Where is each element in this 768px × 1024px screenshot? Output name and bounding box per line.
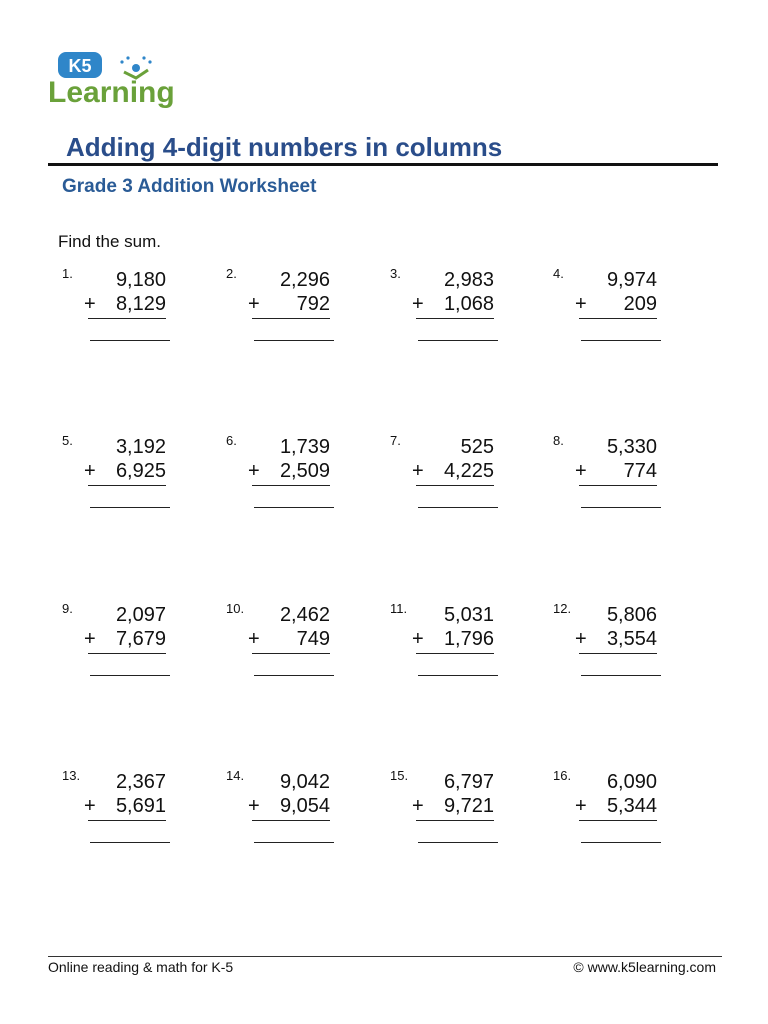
sum-rule (252, 820, 330, 821)
instruction-text: Find the sum. (58, 232, 161, 251)
answer-line (254, 842, 334, 843)
sum-rule (88, 653, 166, 654)
bottom-addend: 9,054 (279, 795, 330, 817)
bottom-addend: 7,679 (115, 628, 166, 650)
plus-sign: + (412, 628, 424, 650)
addition-problem (390, 601, 540, 711)
problem-number: 3. (390, 266, 401, 281)
addition-problem (390, 768, 540, 878)
addition-problem (553, 433, 703, 543)
addition-problem (62, 768, 212, 878)
addition-problem (226, 768, 376, 878)
answer-line (581, 675, 661, 676)
bottom-row (248, 794, 330, 818)
bottom-row (84, 794, 166, 818)
addition-problem (226, 601, 376, 711)
footer-divider (48, 956, 722, 957)
top-addend: 3,192 (115, 436, 166, 458)
plus-sign: + (412, 460, 424, 482)
plus-sign: + (248, 460, 260, 482)
answer-line (90, 675, 170, 676)
top-addend: 2,983 (443, 269, 494, 291)
answer-line (418, 340, 498, 341)
bottom-row (84, 292, 166, 316)
bottom-addend: 8,129 (115, 293, 166, 315)
problem-number: 6. (226, 433, 237, 448)
addition-problem (390, 433, 540, 543)
answer-line (254, 675, 334, 676)
sum-rule (252, 318, 330, 319)
sum-rule (416, 318, 494, 319)
problem-number: 8. (553, 433, 564, 448)
top-addend: 1,739 (279, 436, 330, 458)
plus-sign: + (412, 293, 424, 315)
bottom-row (412, 627, 494, 651)
answer-line (581, 842, 661, 843)
top-addend: 9,042 (279, 771, 330, 793)
plus-sign: + (575, 293, 587, 315)
problem-number: 2. (226, 266, 237, 281)
top-addend: 2,462 (279, 604, 330, 626)
addition-problem (62, 266, 212, 376)
plus-sign: + (84, 795, 96, 817)
problem-number: 14. (226, 768, 245, 783)
top-addend: 9,974 (606, 269, 657, 291)
bottom-row (575, 794, 657, 818)
bottom-addend: 4,225 (443, 460, 494, 482)
bottom-row (84, 627, 166, 651)
problem-number: 13. (62, 768, 81, 783)
logo-star (126, 56, 129, 59)
bottom-addend: 792 (296, 293, 330, 315)
plus-sign: + (248, 795, 260, 817)
top-addend: 5,330 (606, 436, 657, 458)
bottom-addend: 209 (623, 293, 657, 315)
bottom-row (412, 459, 494, 483)
sum-rule (252, 485, 330, 486)
top-addend: 2,097 (115, 604, 166, 626)
sum-rule (252, 653, 330, 654)
bottom-addend: 1,068 (443, 293, 494, 315)
plus-sign: + (575, 795, 587, 817)
worksheet-subtitle: Grade 3 Addition Worksheet (62, 176, 317, 197)
addition-problem (62, 433, 212, 543)
bottom-addend: 749 (296, 628, 330, 650)
plus-sign: + (575, 628, 587, 650)
problem-number: 9. (62, 601, 73, 616)
footer-tagline: Online reading & math for K-5 (48, 959, 234, 975)
bottom-row (575, 459, 657, 483)
addition-problem (390, 266, 540, 376)
bottom-row (248, 459, 330, 483)
top-addend: 525 (460, 436, 494, 458)
plus-sign: + (84, 460, 96, 482)
sum-rule (88, 485, 166, 486)
addition-problem (226, 266, 376, 376)
addition-problem (62, 601, 212, 711)
plus-sign: + (575, 460, 587, 482)
problem-number: 7. (390, 433, 401, 448)
sum-rule (579, 485, 657, 486)
plus-sign: + (84, 628, 96, 650)
answer-line (418, 842, 498, 843)
sum-rule (416, 653, 494, 654)
answer-line (254, 507, 334, 508)
bottom-row (412, 292, 494, 316)
addition-problem (553, 768, 703, 878)
plus-sign: + (248, 293, 260, 315)
answer-line (581, 507, 661, 508)
sum-rule (579, 653, 657, 654)
sum-rule (88, 820, 166, 821)
problem-number: 11. (390, 601, 408, 616)
answer-line (581, 340, 661, 341)
bottom-addend: 5,344 (606, 795, 657, 817)
bottom-addend: 2,509 (279, 460, 330, 482)
plus-sign: + (412, 795, 424, 817)
bottom-addend: 774 (623, 460, 657, 482)
logo-word: Learning (48, 76, 175, 109)
bottom-addend: 1,796 (443, 628, 494, 650)
bottom-row (248, 292, 330, 316)
top-addend: 6,090 (606, 771, 657, 793)
bottom-addend: 9,721 (443, 795, 494, 817)
problem-number: 15. (390, 768, 409, 783)
problem-number: 16. (553, 768, 572, 783)
bottom-addend: 6,925 (115, 460, 166, 482)
k5-learning-logo (48, 50, 188, 112)
addition-problem (226, 433, 376, 543)
logo-star (148, 60, 151, 63)
top-addend: 5,806 (606, 604, 657, 626)
logo-star (142, 56, 145, 59)
footer-website: © www.k5learning.com (573, 959, 716, 975)
logo-badge-text: K5 (68, 56, 92, 76)
k5-logo-graphic (48, 50, 188, 112)
bottom-addend: 3,554 (606, 628, 657, 650)
bottom-row (248, 627, 330, 651)
answer-line (418, 507, 498, 508)
top-addend: 5,031 (443, 604, 494, 626)
top-addend: 9,180 (115, 269, 166, 291)
problem-number: 5. (62, 433, 73, 448)
top-addend: 2,367 (115, 771, 166, 793)
sum-rule (416, 820, 494, 821)
bottom-row (84, 459, 166, 483)
logo-figure-head (132, 64, 140, 72)
answer-line (254, 340, 334, 341)
worksheet-title: Adding 4-digit numbers in columns (66, 132, 503, 162)
sum-rule (416, 485, 494, 486)
answer-line (418, 675, 498, 676)
logo-star (120, 60, 123, 63)
problem-number: 12. (553, 601, 572, 616)
title-divider (48, 163, 718, 166)
problem-number: 4. (553, 266, 564, 281)
problem-number: 10. (226, 601, 245, 616)
plus-sign: + (84, 293, 96, 315)
bottom-row (575, 627, 657, 651)
answer-line (90, 507, 170, 508)
top-addend: 6,797 (443, 771, 494, 793)
problem-number: 1. (62, 266, 73, 281)
bottom-row (575, 292, 657, 316)
top-addend: 2,296 (279, 269, 330, 291)
addition-problem (553, 266, 703, 376)
sum-rule (88, 318, 166, 319)
answer-line (90, 340, 170, 341)
bottom-row (412, 794, 494, 818)
addition-problem (553, 601, 703, 711)
bottom-addend: 5,691 (115, 795, 166, 817)
plus-sign: + (248, 628, 260, 650)
answer-line (90, 842, 170, 843)
sum-rule (579, 820, 657, 821)
sum-rule (579, 318, 657, 319)
